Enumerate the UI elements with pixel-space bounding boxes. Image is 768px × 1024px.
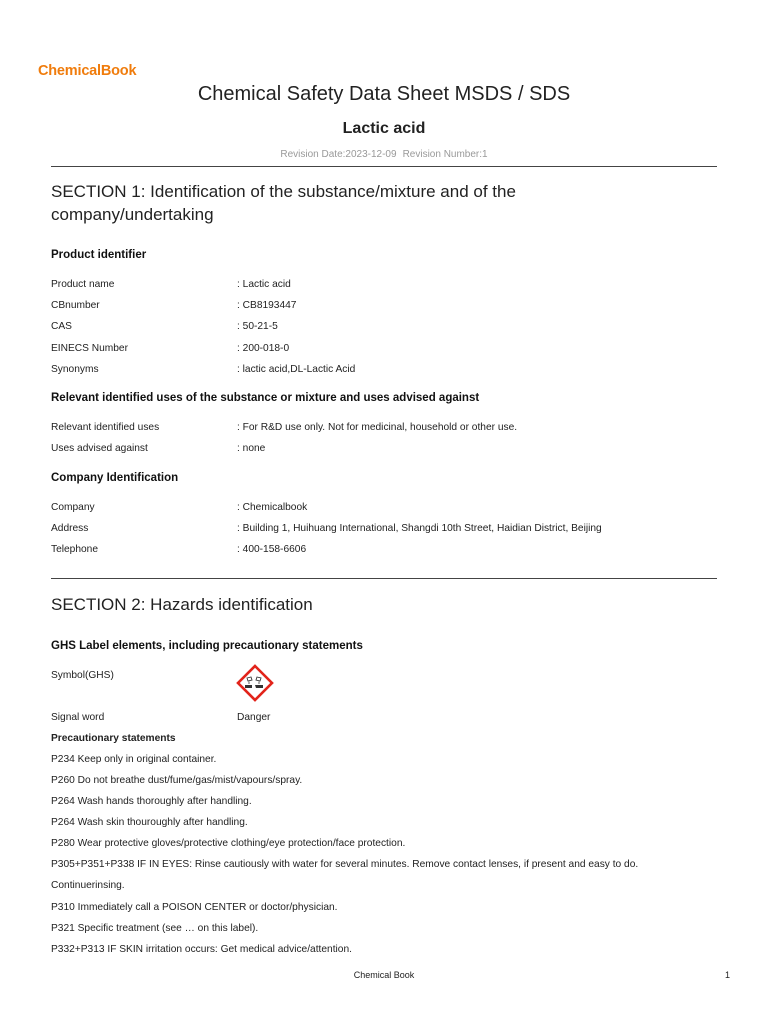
statement: P280 Wear protective gloves/protective clothing/eye protection/face protection.: [51, 838, 406, 849]
field-value: : Lactic acid: [237, 279, 291, 290]
precautionary-statements-heading: Precautionary statements: [51, 733, 176, 744]
field-product-name: [51, 279, 731, 293]
product-identifier-heading: Product identifier: [51, 249, 147, 261]
page-number: 1: [725, 970, 731, 980]
field-value: : Building 1, Huihuang International, Shangdi 10th Street, Haidian District, Beijing: [237, 523, 602, 534]
corrosion-pictogram-icon: [236, 664, 274, 702]
field-value: : Chemicalbook: [237, 502, 308, 513]
statement: P234 Keep only in original container.: [51, 754, 217, 765]
field-label: Product name: [51, 279, 115, 290]
field-relevant-uses: [51, 422, 731, 436]
revision-date: Revision Date:2023-12-09: [280, 149, 397, 160]
substance-name: Lactic acid: [342, 120, 426, 137]
statement: P332+P313 IF SKIN irritation occurs: Get medical advice/attention.: [51, 944, 352, 955]
document-title: Chemical Safety Data Sheet MSDS / SDS: [197, 83, 571, 105]
statement: P260 Do not breathe dust/fume/gas/mist/vapours/spray.: [51, 775, 303, 786]
field-label: EINECS Number: [51, 343, 128, 354]
section-1-title: SECTION 1: Identification of the substance/mixture and of the company/undertaking: [51, 182, 516, 224]
section-2-title: SECTION 2: Hazards identification: [51, 595, 313, 614]
ghs-label-heading: GHS Label elements, including precautionary statements: [51, 640, 363, 652]
revision-info: [0, 149, 768, 160]
field-value: : none: [237, 443, 266, 454]
field-cbnumber: [51, 300, 731, 314]
field-value: Danger: [237, 712, 271, 723]
field-company: [51, 502, 731, 516]
footer-source: Chemical Book: [353, 970, 415, 980]
field-value: : CB8193447: [237, 300, 297, 311]
field-uses-advised-against: [51, 443, 731, 457]
symbol-ghs-label: Symbol(GHS): [51, 670, 114, 681]
field-label: CAS: [51, 321, 72, 332]
field-value: : For R&D use only. Not for medicinal, household or other use.: [237, 422, 518, 433]
field-telephone: [51, 544, 731, 558]
chemicalbook-logo: ChemicalBook: [38, 63, 137, 79]
field-value: : 400-158-6606: [237, 544, 307, 555]
statement: P321 Specific treatment (see … on this label).: [51, 923, 259, 934]
revision-number: Revision Number:1: [402, 149, 488, 160]
statement: P305+P351+P338 IF IN EYES: Rinse cautiously with water for several minutes. Remove contact lenses, if present and easy to do.: [51, 859, 639, 870]
field-label: Address: [51, 523, 89, 534]
company-identification-heading: Company Identification: [51, 472, 179, 484]
field-value: : lactic acid,DL-Lactic Acid: [237, 364, 356, 375]
field-label: Signal word: [51, 712, 105, 723]
field-label: Relevant identified uses: [51, 422, 160, 433]
field-einecs: [51, 343, 731, 357]
divider: [51, 166, 717, 167]
field-label: CBnumber: [51, 300, 100, 311]
statement: P264 Wash skin thouroughly after handling.: [51, 817, 248, 828]
field-label: Uses advised against: [51, 443, 148, 454]
field-label: Telephone: [51, 544, 99, 555]
divider: [51, 578, 717, 579]
statement: P264 Wash hands thoroughly after handling.: [51, 796, 252, 807]
uses-heading: Relevant identified uses of the substance or mixture and uses advised against: [51, 392, 480, 404]
field-address: [51, 523, 731, 537]
field-cas: [51, 321, 731, 335]
field-value: : 50-21-5: [237, 321, 278, 332]
field-label: Company: [51, 502, 95, 513]
statement: P310 Immediately call a POISON CENTER or doctor/physician.: [51, 902, 338, 913]
field-synonyms: [51, 364, 731, 378]
statement: Continuerinsing.: [51, 880, 125, 891]
field-value: : 200-018-0: [237, 343, 290, 354]
field-label: Synonyms: [51, 364, 99, 375]
field-signal-word: [51, 712, 731, 726]
